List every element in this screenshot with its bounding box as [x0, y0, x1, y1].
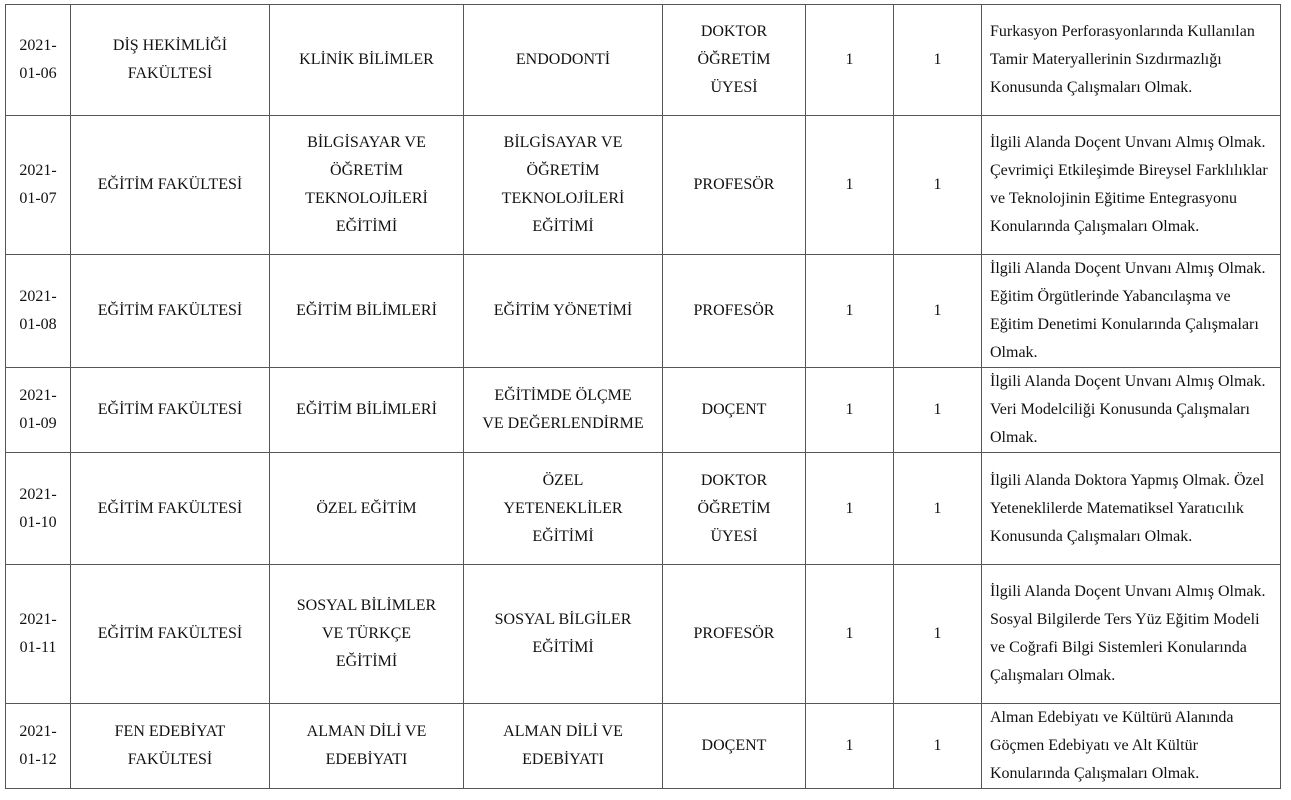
title-cell: DOKTOR ÖĞRETİM ÜYESİ [663, 453, 806, 565]
department-cell: KLİNİK BİLİMLER [270, 5, 464, 116]
count-cell: 1 [806, 704, 894, 789]
code-cell: 2021- 01-08 [6, 255, 71, 368]
requirement-cell: Furkasyon Perforasyonlarında Kullanılan Tamir Materyallerinin Sızdırmazlığı Konusunda Çalışmaları Olmak. [982, 5, 1281, 116]
department-cell: EĞİTİM BİLİMLERİ [270, 368, 464, 453]
table-row [6, 116, 1281, 255]
faculty-cell: DİŞ HEKİMLİĞİ FAKÜLTESİ [71, 5, 270, 116]
program-cell: SOSYAL BİLGİLER EĞİTİMİ [464, 565, 663, 704]
table-row [6, 453, 1281, 565]
program-cell: ENDODONTİ [464, 5, 663, 116]
title-cell: PROFESÖR [663, 116, 806, 255]
faculty-cell: EĞİTİM FAKÜLTESİ [71, 116, 270, 255]
count-cell: 1 [894, 255, 982, 368]
program-cell: BİLGİSAYAR VE ÖĞRETİM TEKNOLOJİLERİ EĞİTİMİ [464, 116, 663, 255]
count-cell: 1 [806, 368, 894, 453]
department-cell: ÖZEL EĞİTİM [270, 453, 464, 565]
table-row [6, 368, 1281, 453]
table-row [6, 5, 1281, 116]
program-cell: ÖZEL YETENEKLİLER EĞİTİMİ [464, 453, 663, 565]
faculty-cell: EĞİTİM FAKÜLTESİ [71, 368, 270, 453]
faculty-cell: FEN EDEBİYAT FAKÜLTESİ [71, 704, 270, 789]
requirement-cell: İlgili Alanda Doçent Unvanı Almış Olmak. Sosyal Bilgilerde Ters Yüz Eğitim Modeli ve Coğrafi Bilgi Sistemleri Konularında Çalışmaları Olmak. [982, 565, 1281, 704]
program-cell: ALMAN DİLİ VE EDEBİYATI [464, 704, 663, 789]
count-cell: 1 [806, 255, 894, 368]
positions-table [5, 4, 1281, 789]
department-cell: ALMAN DİLİ VE EDEBİYATI [270, 704, 464, 789]
program-cell: EĞİTİMDE ÖLÇME VE DEĞERLENDİRME [464, 368, 663, 453]
code-cell: 2021- 01-06 [6, 5, 71, 116]
count-cell: 1 [806, 116, 894, 255]
department-cell: SOSYAL BİLİMLER VE TÜRKÇE EĞİTİMİ [270, 565, 464, 704]
table-row [6, 255, 1281, 368]
count-cell: 1 [806, 453, 894, 565]
count-cell: 1 [894, 704, 982, 789]
department-cell: EĞİTİM BİLİMLERİ [270, 255, 464, 368]
code-cell: 2021- 01-09 [6, 368, 71, 453]
program-cell: EĞİTİM YÖNETİMİ [464, 255, 663, 368]
faculty-cell: EĞİTİM FAKÜLTESİ [71, 453, 270, 565]
requirement-cell: İlgili Alanda Doçent Unvanı Almış Olmak. Veri Modelciliği Konusunda Çalışmaları Olmak. [982, 368, 1281, 453]
department-cell: BİLGİSAYAR VE ÖĞRETİM TEKNOLOJİLERİ EĞİTİMİ [270, 116, 464, 255]
requirement-cell: İlgili Alanda Doçent Unvanı Almış Olmak. Çevrimiçi Etkileşimde Bireysel Farklılıklar ve Teknolojinin Eğitime Entegrasyonu Konularında Çalışmaları Olmak. [982, 116, 1281, 255]
count-cell: 1 [894, 453, 982, 565]
count-cell: 1 [894, 5, 982, 116]
requirement-cell: İlgili Alanda Doktora Yapmış Olmak. Özel Yeteneklilerde Matematiksel Yaratıcılık Konusunda Çalışmaları Olmak. [982, 453, 1281, 565]
count-cell: 1 [894, 565, 982, 704]
table-row [6, 565, 1281, 704]
count-cell: 1 [806, 5, 894, 116]
title-cell: DOÇENT [663, 704, 806, 789]
code-cell: 2021- 01-10 [6, 453, 71, 565]
code-cell: 2021- 01-11 [6, 565, 71, 704]
requirement-cell: İlgili Alanda Doçent Unvanı Almış Olmak. Eğitim Örgütlerinde Yabancılaşma ve Eğitim Denetimi Konularında Çalışmaları Olmak. [982, 255, 1281, 368]
code-cell: 2021- 01-07 [6, 116, 71, 255]
title-cell: DOKTOR ÖĞRETİM ÜYESİ [663, 5, 806, 116]
table-body [6, 5, 1281, 789]
title-cell: PROFESÖR [663, 565, 806, 704]
count-cell: 1 [806, 565, 894, 704]
title-cell: DOÇENT [663, 368, 806, 453]
title-cell: PROFESÖR [663, 255, 806, 368]
requirement-cell: Alman Edebiyatı ve Kültürü Alanında Göçmen Edebiyatı ve Alt Kültür Konularında Çalışmaları Olmak. [982, 704, 1281, 789]
table-row [6, 704, 1281, 789]
count-cell: 1 [894, 116, 982, 255]
count-cell: 1 [894, 368, 982, 453]
faculty-cell: EĞİTİM FAKÜLTESİ [71, 565, 270, 704]
code-cell: 2021- 01-12 [6, 704, 71, 789]
faculty-cell: EĞİTİM FAKÜLTESİ [71, 255, 270, 368]
